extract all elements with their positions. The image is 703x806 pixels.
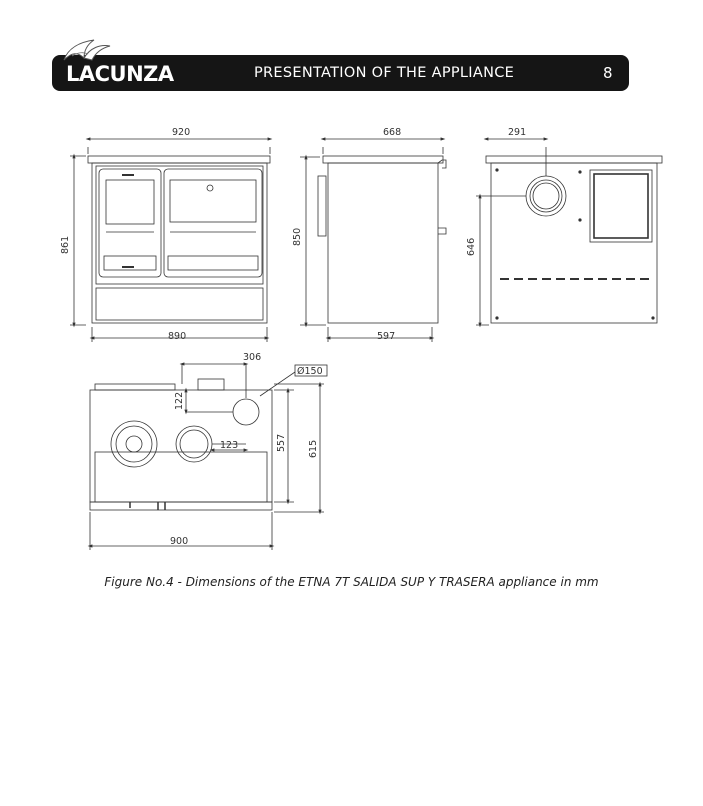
top-flue-offset-y-dim: 122 bbox=[174, 391, 185, 410]
side-height-dim: 850 bbox=[292, 227, 303, 246]
rear-view bbox=[476, 139, 662, 325]
page-title: PRESENTATION OF THE APPLIANCE bbox=[254, 65, 515, 81]
rear-flue-height-dim: 646 bbox=[466, 237, 477, 256]
hob-offset-dim: 123 bbox=[220, 440, 239, 451]
side-view bbox=[300, 139, 446, 342]
front-width-top-dim: 920 bbox=[172, 127, 191, 138]
side-depth-top-dim: 668 bbox=[383, 127, 402, 138]
flue-diameter-dim: Ø150 bbox=[297, 366, 323, 377]
top-width-dim: 900 bbox=[170, 536, 189, 547]
front-height-dim: 861 bbox=[60, 235, 71, 254]
page-number: 8 bbox=[603, 64, 613, 82]
top-flue-offset-x-dim: 306 bbox=[243, 352, 262, 363]
rear-flue-offset-dim: 291 bbox=[508, 127, 527, 138]
front-width-base-dim: 890 bbox=[168, 331, 187, 342]
top-depth-outer-dim: 615 bbox=[308, 439, 319, 458]
side-depth-base-dim: 597 bbox=[377, 331, 396, 342]
figure-caption: Figure No.4 - Dimensions of the ETNA 7T SALIDA SUP Y TRASERA appliance in mm bbox=[104, 575, 599, 589]
front-view bbox=[70, 139, 270, 342]
top-depth-inner-dim: 557 bbox=[276, 433, 287, 452]
brand-name: LACUNZA bbox=[66, 62, 174, 86]
top-view bbox=[90, 364, 327, 550]
